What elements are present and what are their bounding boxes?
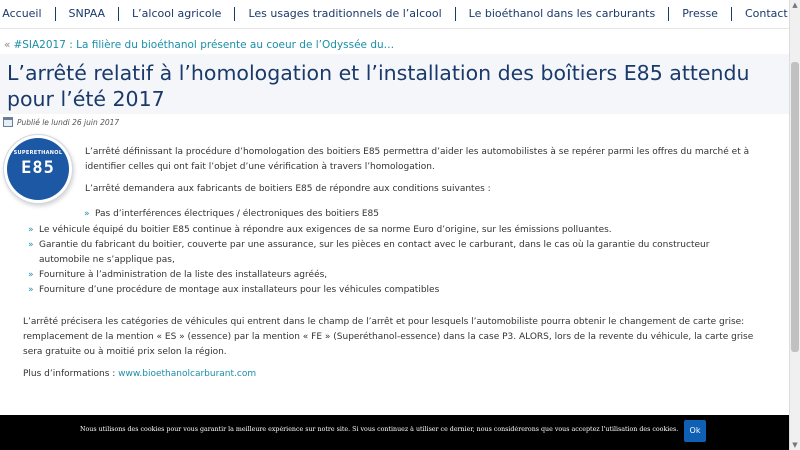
scrollbar-thumb[interactable]: [791, 62, 799, 352]
badge-main-text: E85: [21, 158, 55, 178]
nav-item-presse[interactable]: Presse: [669, 7, 732, 21]
list-item: » Fourniture d’une procédure de montage aux installateurs pour les véhicules compatibles: [28, 283, 758, 298]
previous-arrow-icon: «: [4, 39, 11, 51]
scroll-down-icon[interactable]: ▼: [792, 441, 798, 449]
previous-post-label[interactable]: #SIA2017 : La filière du bioéthanol présente au coeur de l’Odyssée du…: [13, 39, 395, 51]
list-item: » Pas d’interférences électriques / électroniques des boitiers E85: [84, 207, 764, 222]
list-item: » Le véhicule équipé du boitier E85 continue à répondre aux exigences de sa norme Euro d’origine, sur les émissions polluantes.: [28, 223, 758, 238]
scroll-up-icon[interactable]: ▲: [792, 1, 798, 9]
page-title: L’arrêté relatif à l’homologation et l’installation des boîtiers E85 attendu pour l’été 2017: [7, 61, 750, 111]
previous-post-link[interactable]: [4, 39, 394, 51]
post-meta: [3, 117, 119, 127]
nav-item-accueil[interactable]: Accueil: [0, 7, 56, 21]
nav-item-contact[interactable]: Contact: [744, 7, 788, 20]
badge-top-text: SUPERETHANOL: [13, 150, 63, 156]
more-info: [23, 367, 763, 382]
nav-item-snpaa[interactable]: SNPAA: [56, 7, 120, 21]
article-paragraph-3: L’arrêté précisera les catégories de véhicules qui entrent dans le champ de l’arrêt et pour lesquels l’automobiliste pourra obtenir le changement de carte grise: remplacement de la mention « ES » (essence) par la mention « FE » (Superéthanol-essence) dans la case P3. ALORS, lors de la revente du véhicule, la carte grise sera gratuite ou à moitié prix selon la région.: [23, 317, 754, 357]
top-navigation: [0, 0, 790, 29]
article-paragraph-1: L’arrêté définissant la procédure d’homologation des boitiers E85 permettra d’aider les automobilistes à se repérer parmi les offres du marché et à identifier celles qui ont fait l’objet d’une vérification à travers l’homologation.: [85, 147, 750, 172]
cookie-ok-button[interactable]: Ok: [684, 420, 706, 442]
list-item: » Fourniture à l’administration de la liste des installateurs agréés,: [28, 268, 758, 283]
article-paragraph-2: L’arrêté demandera aux fabricants de boitiers E85 de répondre aux conditions suivantes :: [85, 184, 491, 194]
calendar-icon: [3, 117, 13, 127]
conditions-list-a: [84, 207, 764, 222]
more-info-label: Plus d’informations :: [23, 369, 119, 379]
nav-item-alcool-agricole[interactable]: L’alcool agricole: [119, 7, 235, 21]
e85-logo-badge: [7, 138, 69, 200]
conditions-list-b: [28, 223, 758, 298]
more-info-link[interactable]: www.bioethanolcarburant.com: [118, 369, 257, 379]
list-item: » Garantie du fabricant du boitier, couverte par une assurance, sur les pièces en contact avec le carburant, dans le cas où la garantie du constructeur automobile ne s’applique pas,: [28, 238, 758, 268]
published-date: Publié le lundi 26 juin 2017: [17, 117, 120, 127]
nav-item-bioethanol-carburants[interactable]: Le bioéthanol dans les carburants: [456, 7, 670, 21]
nav-item-usages-traditionnels[interactable]: Les usages traditionnels de l’alcool: [235, 7, 455, 21]
cookie-banner-text: Nous utilisons des cookies pour vous garantir la meilleure expérience sur notre site. Si vous continuez à utiliser ce dernier, nous considérerons que vous acceptez l'utilisation des cookies.: [80, 426, 679, 433]
vertical-scrollbar[interactable]: [789, 0, 800, 450]
